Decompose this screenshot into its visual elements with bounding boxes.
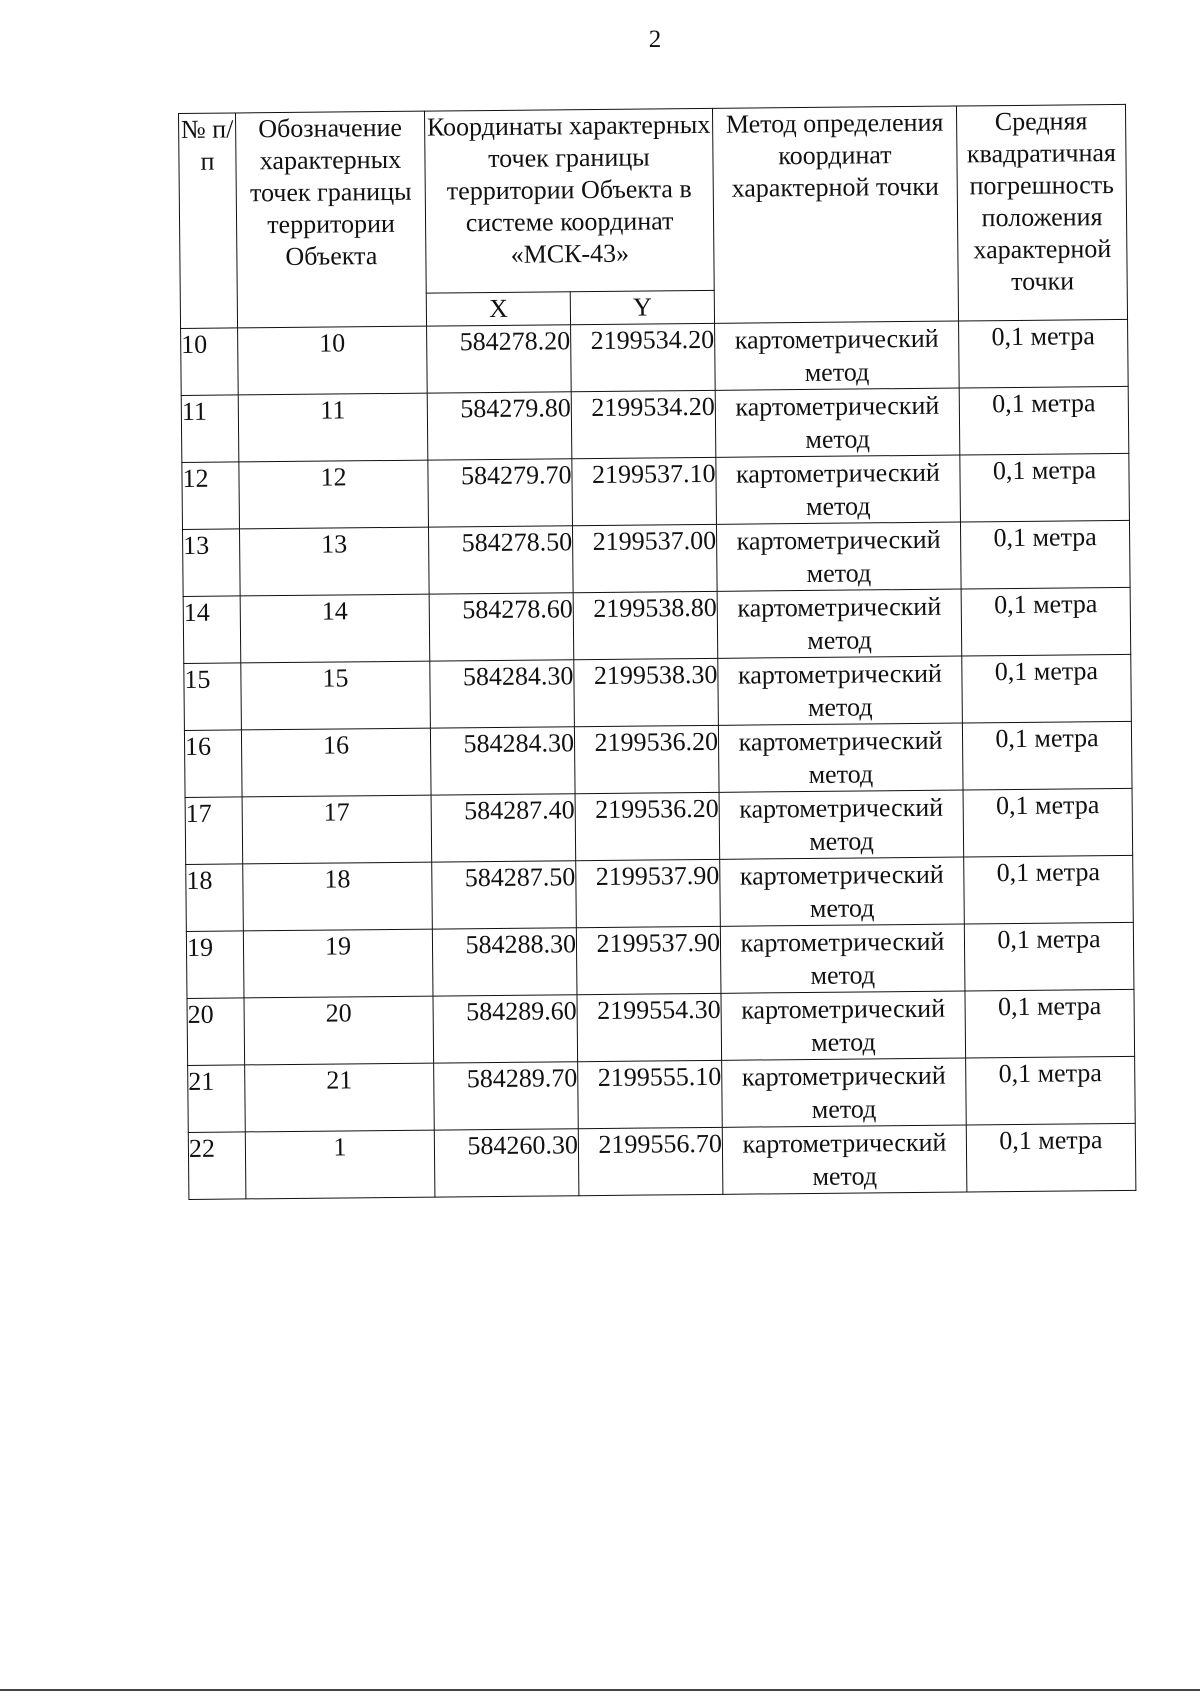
method-cell: картометрический метод: [722, 1125, 967, 1194]
row-number: 17: [185, 797, 243, 865]
table-row: [187, 989, 1135, 1065]
method-cell: картометрический метод: [719, 790, 964, 859]
error-cell: 0,1 метра: [960, 520, 1130, 589]
header-designation: Обозначение характерных точек границы территории Объекта: [236, 111, 427, 328]
row-number: 22: [188, 1132, 246, 1200]
coord-x: 584288.30: [432, 928, 577, 996]
method-cell: картометрический метод: [715, 388, 960, 457]
error-cell: 0,1 метра: [965, 989, 1135, 1058]
coord-x: 584289.70: [434, 1062, 579, 1130]
row-number: 10: [181, 328, 239, 396]
row-number: 16: [184, 730, 242, 798]
coord-y: 2199537.10: [572, 457, 717, 525]
coord-x: 584289.60: [433, 995, 578, 1063]
coord-x: 584287.40: [431, 794, 576, 862]
point-designation: 13: [239, 527, 429, 596]
point-designation: 20: [244, 996, 434, 1065]
table-row: [184, 654, 1132, 730]
coord-y: 2199555.10: [578, 1060, 723, 1128]
error-cell: 0,1 метра: [959, 319, 1129, 388]
scan-edge-line: [0, 1689, 1200, 1691]
point-designation: 14: [240, 594, 430, 663]
coord-y: 2199538.30: [574, 658, 719, 726]
coord-y: 2199538.80: [573, 591, 718, 659]
table-row: [188, 1056, 1136, 1132]
header-error: Средняя квадратичная погрешность положения характерной точки: [956, 104, 1127, 321]
point-designation: 1: [245, 1130, 435, 1199]
header-y: Y: [570, 290, 714, 325]
error-cell: 0,1 метра: [964, 855, 1134, 924]
coord-y: 2199536.20: [575, 792, 720, 860]
row-number: 21: [188, 1065, 246, 1133]
point-designation: 12: [239, 460, 429, 529]
header-method: Метод определения координат характерной точки: [712, 106, 958, 323]
error-cell: 0,1 метра: [962, 654, 1132, 723]
error-cell: 0,1 метра: [966, 1123, 1136, 1192]
coord-x: 584260.30: [434, 1129, 579, 1197]
coord-x: 584279.70: [428, 459, 573, 527]
row-number: 20: [187, 998, 245, 1066]
point-designation: 11: [238, 393, 428, 462]
table-row: [185, 788, 1133, 864]
point-designation: 16: [241, 728, 431, 797]
coord-x: 584278.50: [428, 526, 573, 594]
method-cell: картометрический метод: [716, 522, 961, 591]
table-row: [186, 855, 1134, 931]
coord-y: 2199537.00: [572, 524, 717, 592]
row-number: 13: [182, 529, 240, 597]
header-num: № п/п: [179, 113, 238, 329]
coord-x: 584284.30: [430, 660, 575, 728]
coord-x: 584279.80: [427, 392, 572, 460]
row-number: 19: [186, 931, 244, 999]
row-number: 11: [181, 395, 239, 463]
error-cell: 0,1 метра: [960, 453, 1130, 522]
method-cell: картометрический метод: [720, 857, 965, 926]
error-cell: 0,1 метра: [963, 788, 1133, 857]
row-number: 14: [183, 596, 241, 664]
page-number: 2: [648, 26, 662, 53]
point-designation: 21: [245, 1063, 435, 1132]
table-row: [181, 319, 1129, 395]
table-row: [183, 587, 1131, 663]
coordinates-table: [178, 104, 1136, 1200]
error-cell: 0,1 метра: [964, 922, 1134, 991]
table-row: [184, 721, 1132, 797]
coord-x: 584287.50: [432, 861, 577, 929]
header-coordinates: Координаты характерных точек границы территории Объекта в системе координат «МСК-43»: [424, 108, 714, 292]
point-designation: 10: [238, 326, 428, 395]
point-designation: 15: [241, 661, 431, 730]
row-number: 12: [182, 462, 240, 530]
coord-x: 584278.20: [427, 325, 572, 393]
method-cell: картометрический метод: [718, 723, 963, 792]
method-cell: картометрический метод: [717, 589, 962, 658]
table-row: [188, 1123, 1136, 1199]
row-number: 15: [184, 663, 242, 731]
table-row: [182, 520, 1130, 596]
method-cell: картометрический метод: [718, 656, 963, 725]
coord-y: 2199537.90: [576, 859, 721, 927]
table-row: [186, 922, 1134, 998]
method-cell: картометрический метод: [720, 924, 965, 993]
table-row: [181, 386, 1129, 462]
coord-y: 2199534.20: [571, 390, 716, 458]
method-cell: картометрический метод: [721, 991, 966, 1060]
row-number: 18: [186, 864, 244, 932]
method-cell: картометрический метод: [715, 321, 960, 390]
point-designation: 19: [243, 929, 433, 998]
coord-y: 2199536.20: [574, 725, 719, 793]
error-cell: 0,1 метра: [962, 721, 1132, 790]
coord-y: 2199534.20: [571, 323, 716, 391]
method-cell: картометрический метод: [716, 455, 961, 524]
coord-x: 584278.60: [429, 593, 574, 661]
table-row: [182, 453, 1130, 529]
coord-x: 584284.30: [430, 727, 575, 795]
error-cell: 0,1 метра: [961, 587, 1131, 656]
table-header: [179, 104, 1128, 328]
header-x: X: [426, 291, 570, 326]
coord-y: 2199554.30: [577, 993, 722, 1061]
coord-y: 2199537.90: [576, 926, 721, 994]
method-cell: картометрический метод: [722, 1058, 967, 1127]
coord-y: 2199556.70: [578, 1127, 723, 1195]
error-cell: 0,1 метра: [966, 1056, 1136, 1125]
point-designation: 18: [243, 862, 433, 931]
table-body: [181, 319, 1136, 1199]
error-cell: 0,1 метра: [959, 386, 1129, 455]
point-designation: 17: [242, 795, 432, 864]
